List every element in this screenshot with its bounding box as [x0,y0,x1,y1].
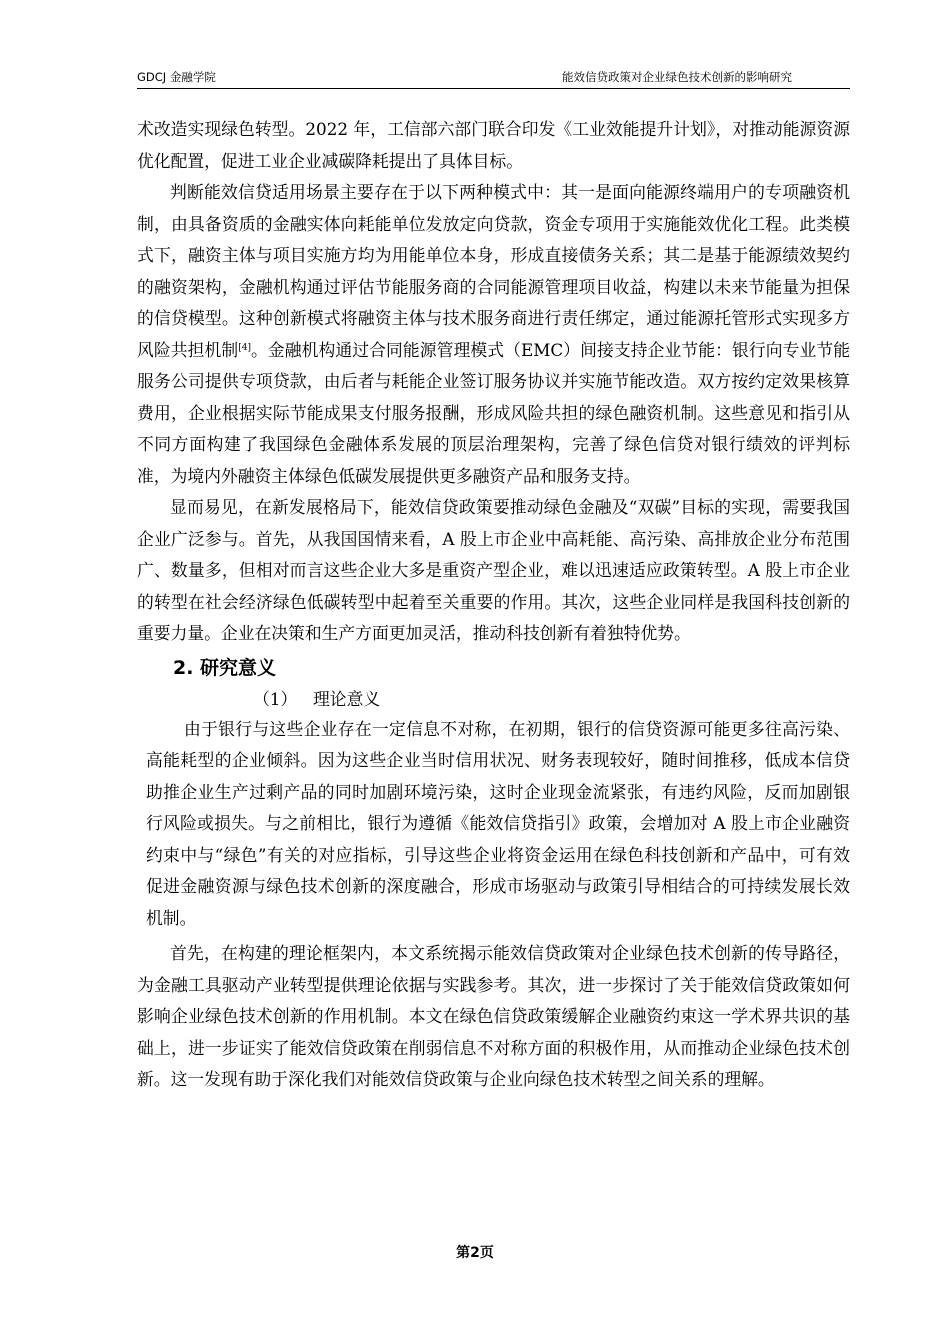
page-number: 第2页 [456,1245,494,1261]
section-heading: 2. 研究意义 [173,656,277,679]
subsection-heading [253,684,850,714]
paragraph-2-part-a: 判断能效信贷适用场景主要存在于以下两种模式中：其一是面向能源终端用户的专项融资机制，由具备资质的金融实体向耗能单位发放定向贷款，资金专项用于实施能效优化工程。此类模式下，融资主体与项目实施方均为用能单位本身，形成直接债务关系；其二是基于能源绩效契约的融资架构，金融机构通过评估节能服务商的合同能源管理项目收益，构建以未来节能量为担保的信贷模型。这种创新模式将融资主体与技术服务商进行责任绑定，通过能源托管形式实现多方风险共担机制 [137,182,850,360]
paragraph-1: 术改造实现绿色转型。2022 年，工信部六部门联合印发《工业效能提升计划》，对推动能源资源优化配置，促进工业企业减碳降耗提出了具体目标。 [137,119,850,171]
subsection-title: 理论意义 [313,688,381,709]
paragraph-3: 显而易见，在新发展格局下，能效信贷政策要推动绿色金融及“双碳”目标的实现，需要我国企业广泛参与。首先，从我国国情来看，A 股上市企业中高耗能、高污染、高排放企业分布范围广、数量多，但相对而言这些企业大多是重资产型企业，难以迅速适应政策转型。A 股上市企业的转型在社会经济绿色低碳转型中起着至关重要的作用。其次，这些企业同样是我国科技创新的重要力量。企业在决策和生产方面更加灵活，推动科技创新有着独特优势。 [137,497,850,643]
page-header [137,66,850,89]
page-body [137,114,850,1096]
paragraph-2 [137,177,850,492]
paragraph-2-part-b: 。金融机构通过合同能源管理模式（EMC）间接支持企业节能：银行向专业节能服务公司提供专项贷款，由后者与耗能企业签订服务协议并实施节能改造。双方按约定效果核算费用，企业根据实际节能成果支付服务报酬，形成风险共担的绿色融资机制。这些意见和指引从不同方面构建了我国绿色金融体系发展的顶层治理架构，完善了绿色信贷对银行绩效的评判标准，为境内外融资主体绿色低碳发展提供更多融资产品和服务支持。 [137,339,850,486]
paragraph-5: 首先，在构建的理论框架内，本文系统揭示能效信贷政策对企业绿色技术创新的传导路径，为金融工具驱动产业转型提供理论依据与实践参考。其次，进一步探讨了关于能效信贷政策如何影响企业绿色技术创新的作用机制。本文在绿色信贷政策缓解企业融资约束这一学术界共识的基础上，进一步证实了能效信贷政策在削弱信息不对称方面的积极作用，从而推动企业绿色技术创新。这一发现有助于深化我们对能效信贷政策与企业向绿色技术转型之间关系的理解。 [137,943,850,1089]
paragraph-4: 由于银行与这些企业存在一定信息不对称，在初期，银行的信贷资源可能更多往高污染、高能耗型的企业倾斜。因为这些企业当时信用状况、财务表现较好，随时间推移，低成本信贷助推企业生产过剩产品的同时加剧环境污染，这时企业现金流紧张，有违约风险，反而加剧银行风险或损失。与之前相比，银行为遵循《能效信贷指引》政策，会增加对 A 股上市企业融资约束中与“绿色”有关的对应指标，引导这些企业将资金运用在绿色科技创新和产品中，可有效促进金融资源与绿色技术创新的深度融合，形成市场驱动与政策引导相结合的可持续发展长效机制。 [146,718,850,928]
citation-4[interactable]: [4] [238,342,251,353]
header-title: 能效信贷政策对企业绿色技术创新的影响研究 [562,70,792,84]
header-school: GDCJ 金融学院 [137,70,216,84]
subsection-number: （1） [253,688,298,709]
